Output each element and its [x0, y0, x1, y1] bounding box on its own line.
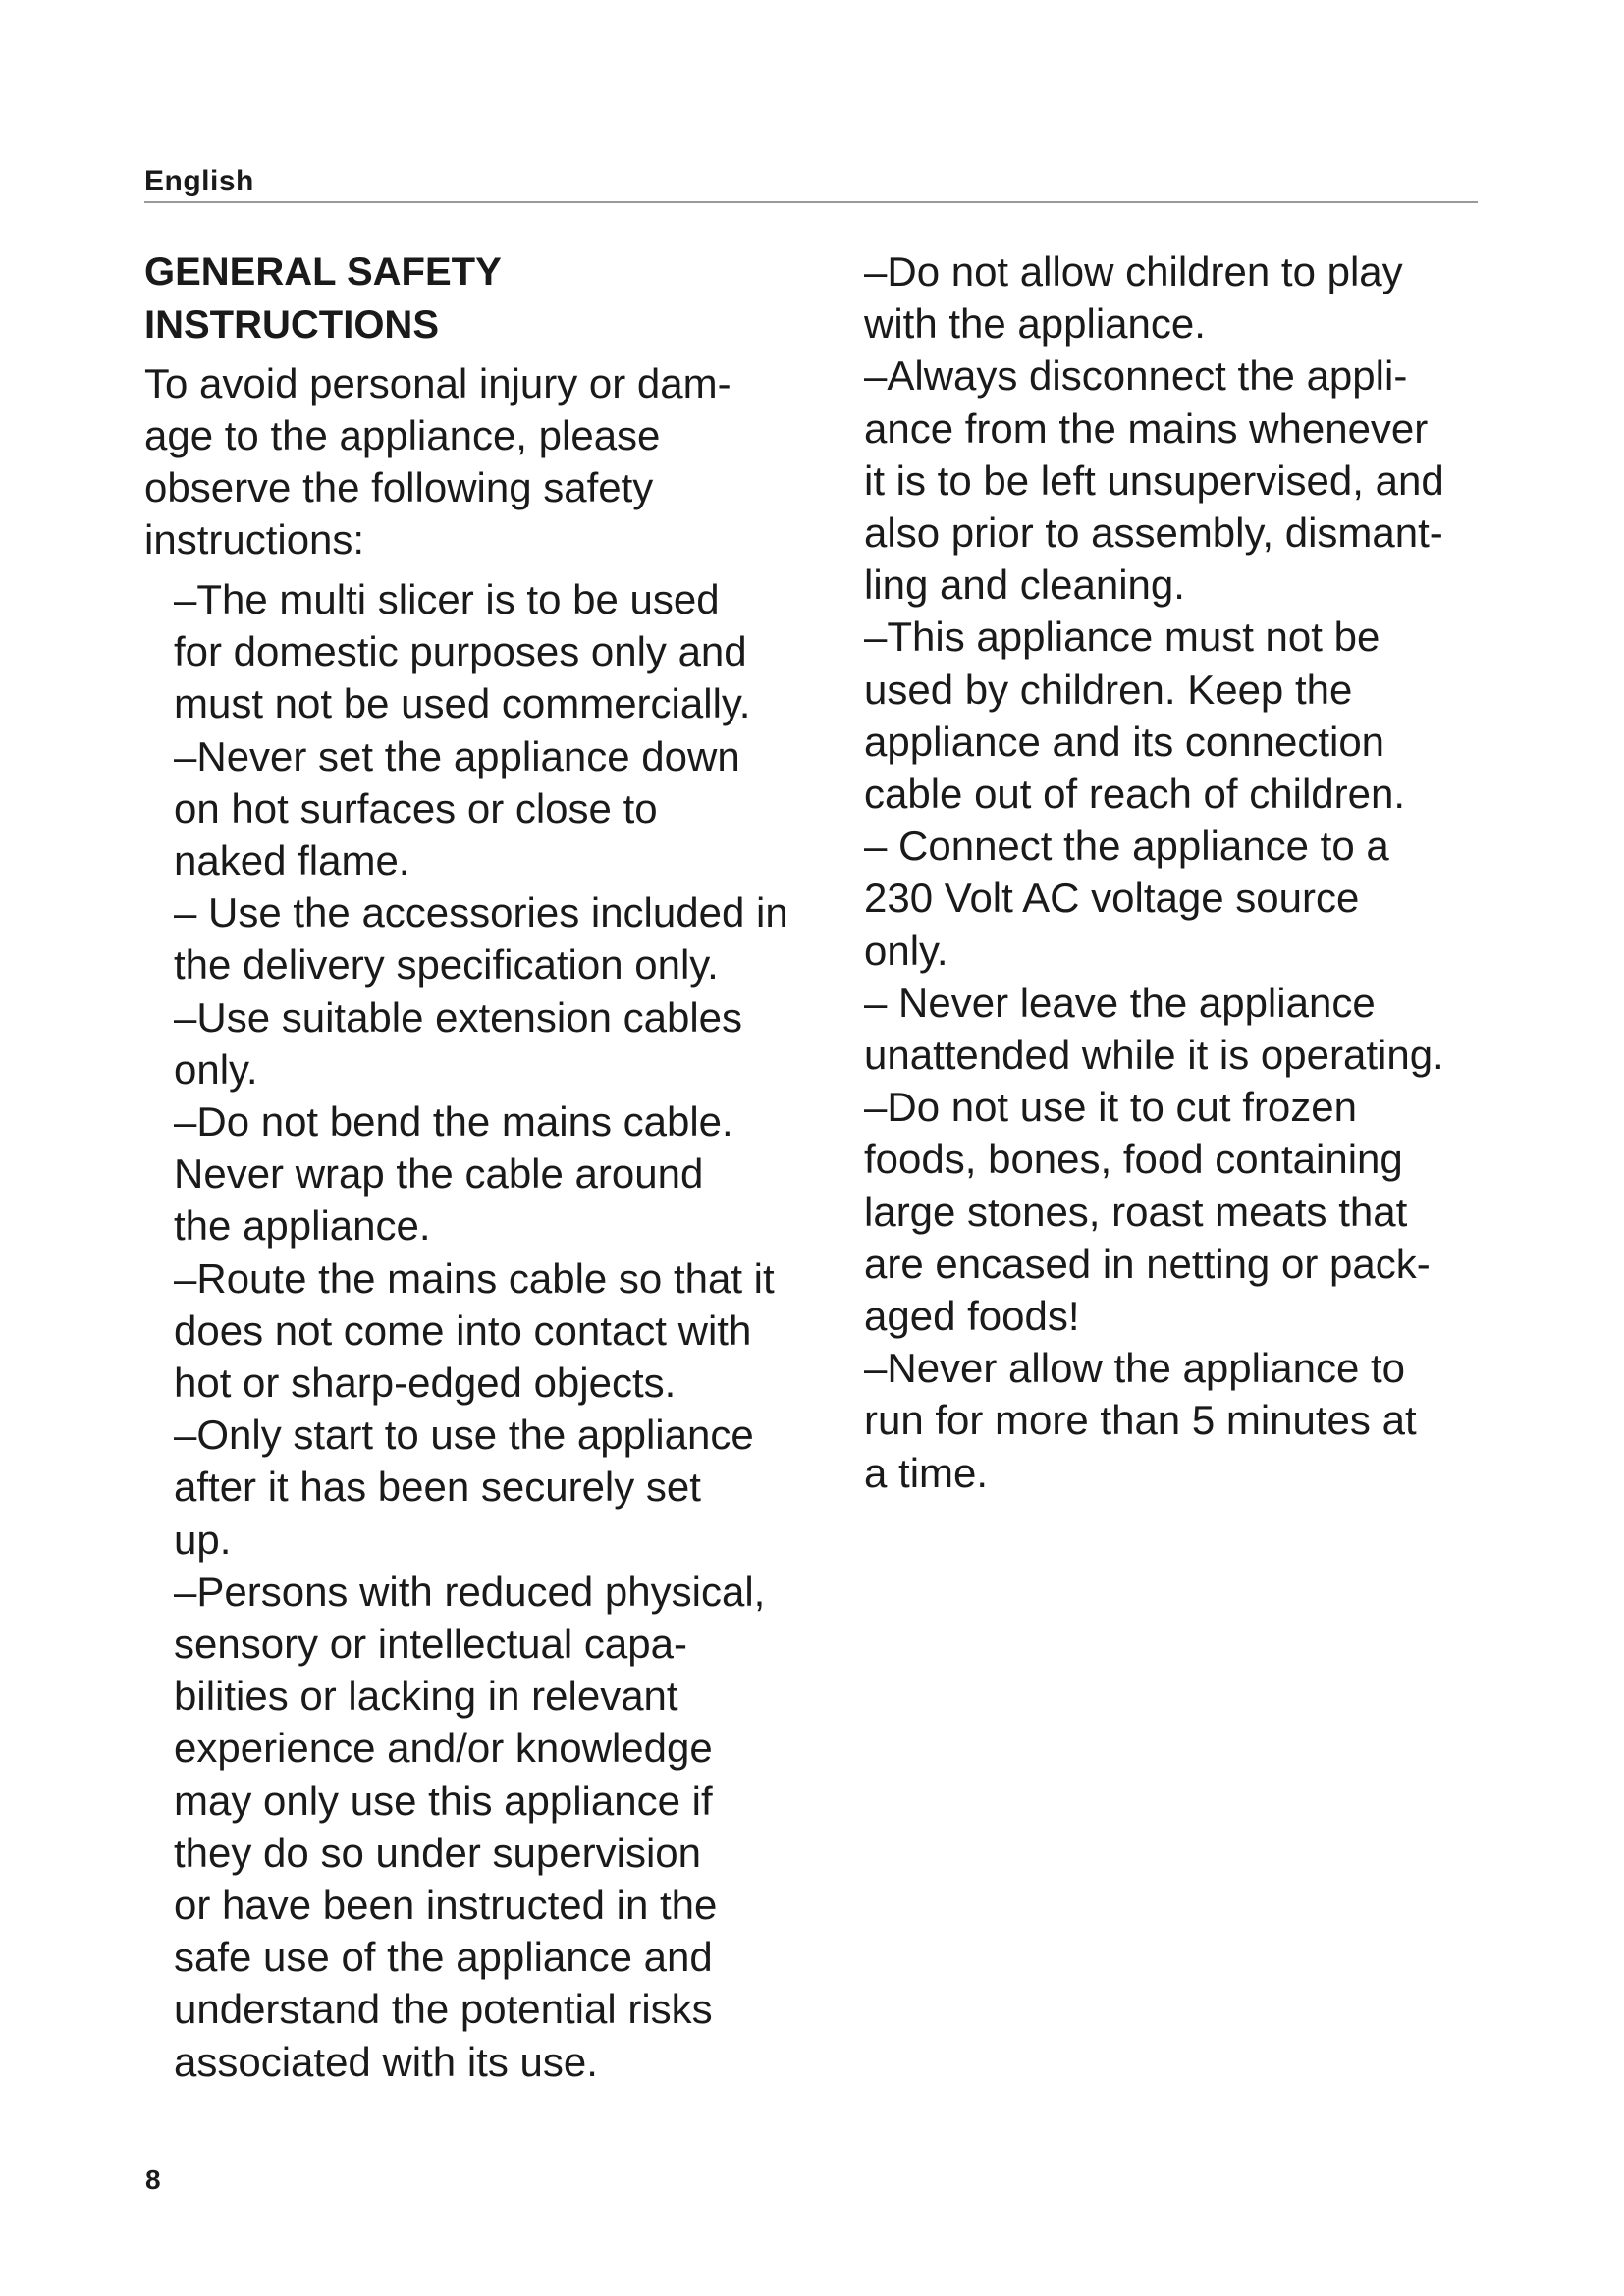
- safety-item: –Never allow the appliance to run for more than 5 minutes at a time.: [864, 1345, 1417, 1496]
- safety-item: – Connect the appliance to a 230 Volt AC voltage source only.: [864, 823, 1389, 974]
- safety-item: – Never leave the appliance unattended while it is operating.: [864, 979, 1444, 1079]
- safety-item: –Do not allow children to play with the appliance.: [864, 248, 1403, 347]
- left-column: [144, 245, 851, 2088]
- safety-item: –Do not use it to cut frozen foods, bones, food containing large stones, roast meats that are encased in netting or pack- aged foods!: [864, 1084, 1431, 1340]
- right-column: [864, 245, 1512, 1499]
- safety-item: –Never set the appliance down on hot surfaces or close to naked flame.: [174, 732, 740, 884]
- page-number: 8: [145, 2164, 161, 2195]
- safety-list-right: [864, 245, 1512, 1499]
- safety-item: –Persons with reduced physical, sensory or intellectual capa- bilities or lacking in relevant experience and/or knowledge may only use this appliance if they do so under supervision or have been instructed in the safe use of the appliance and understand the potential risks associated with its use.: [174, 1568, 766, 2085]
- section-title: GENERAL SAFETY INSTRUCTIONS: [144, 250, 502, 347]
- safety-item: –Route the mains cable so that it does not come into contact with hot or sharp-edged objects.: [174, 1255, 775, 1407]
- safety-item: –This appliance must not be used by children. Keep the appliance and its connection cable out of reach of children.: [864, 614, 1406, 818]
- safety-item: –The multi slicer is to be used for domestic purposes only and must not be used commercially.: [174, 576, 751, 727]
- intro-paragraph: To avoid personal injury or dam- age to the appliance, please observe the following safety instructions:: [144, 360, 731, 562]
- safety-item: –Only start to use the appliance after it has been securely set up.: [174, 1412, 754, 1563]
- header-divider: [144, 201, 1478, 203]
- safety-item: –Always disconnect the appli- ance from the mains whenever it is to be left unsupervised, and also prior to assembly, dismant- ling and cleaning.: [864, 352, 1444, 609]
- safety-list-left: [144, 573, 851, 2088]
- language-header: English: [144, 165, 254, 197]
- safety-item: – Use the accessories included in the delivery specification only.: [174, 889, 788, 988]
- safety-item: –Use suitable extension cables only.: [174, 993, 743, 1093]
- safety-item: –Do not bend the mains cable. Never wrap the cable around the appliance.: [174, 1098, 733, 1250]
